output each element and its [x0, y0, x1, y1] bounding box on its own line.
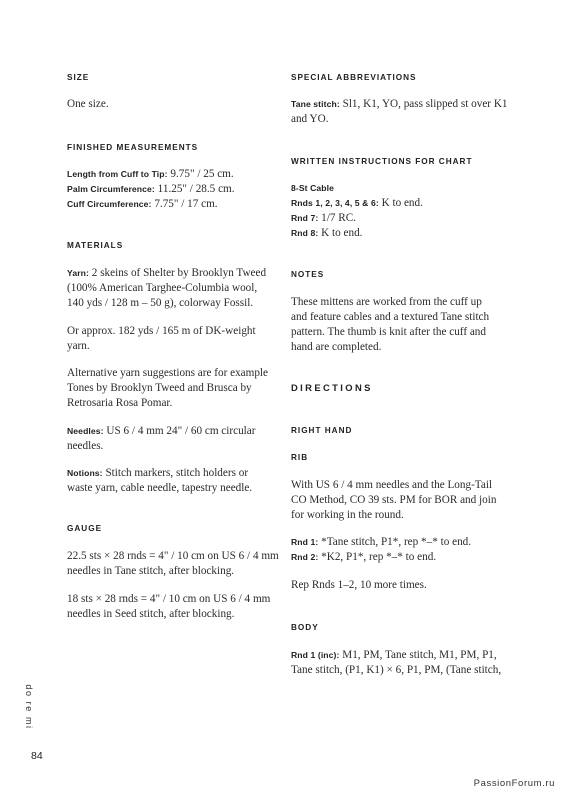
rib-rnd1-label: Rnd 1:: [291, 537, 319, 547]
rnd8-line: [291, 226, 362, 241]
rib-line-1: With US 6 / 4 mm needles and the Long-Tail: [291, 479, 493, 491]
right-hand-heading: RIGHT HAND: [291, 426, 353, 435]
size-heading: SIZE: [67, 73, 90, 82]
yarn-line-3: 140 yds / 128 m – 50 g), colorway Fossil.: [67, 297, 254, 309]
rnd7-line: [291, 211, 356, 226]
palm-label: Palm Circumference:: [67, 184, 155, 194]
notions-text-1: Stitch markers, stitch holders or: [102, 467, 249, 479]
notes-line-1: These mittens are worked from the cuff up: [291, 296, 482, 308]
tane-line-2: and YO.: [291, 113, 329, 125]
rnds-1-6-label: Rnds 1, 2, 3, 4, 5 & 6:: [291, 198, 379, 208]
rnds-1-6-value: K to end.: [378, 197, 423, 209]
yarn-line-2: (100% American Targhee-Columbia wool,: [67, 282, 258, 294]
directions-heading: DIRECTIONS: [291, 382, 373, 393]
alt-weight-line-1: Or approx. 182 yds / 165 m of DK-weight: [67, 325, 256, 337]
side-text: do re mi: [24, 684, 34, 730]
yarn-text-1: 2 skeins of Shelter by Brooklyn Tweed: [89, 267, 267, 279]
alt-yarn-line-3: Retrosaria Rosa Pomar.: [67, 397, 173, 409]
size-text: One size.: [67, 98, 109, 110]
page-number: 84: [31, 750, 43, 762]
cuff-value: 7.75" / 17 cm.: [151, 198, 218, 210]
body-rnd1-label: Rnd 1 (inc):: [291, 650, 340, 660]
rib-line-2: CO Method, CO 39 sts. PM for BOR and join: [291, 494, 497, 506]
needles-line-2: needles.: [67, 440, 104, 452]
length-value: 9.75" / 25 cm.: [167, 168, 234, 180]
body-heading: BODY: [291, 623, 319, 632]
palm-line: [67, 182, 235, 197]
alt-yarn-line-1: Alternative yarn suggestions are for example: [67, 367, 268, 379]
alt-weight-line-2: yarn.: [67, 340, 90, 352]
rib-rnd1-value: *Tane stitch, P1*, rep *–* to end.: [318, 536, 472, 548]
cuff-label: Cuff Circumference:: [67, 199, 152, 209]
watermark: PassionForum.ru: [473, 778, 555, 789]
rnds-1-6-line: [291, 196, 423, 211]
body-rnd1-line-2: Tane stitch, (P1, K1) × 6, P1, PM, (Tane stitch,: [291, 664, 502, 676]
repeat-line: Rep Rnds 1–2, 10 more times.: [291, 579, 427, 591]
notes-heading: NOTES: [291, 270, 325, 279]
materials-heading: MATERIALS: [67, 241, 124, 250]
notes-line-3: pattern. The thumb is knit after the cuff and: [291, 326, 486, 338]
alt-yarn-line-2: Tones by Brooklyn Tweed and Brusca by: [67, 382, 252, 394]
side-running-title: [21, 680, 35, 740]
rnd7-value: 1/7 RC.: [318, 212, 356, 224]
body-rnd1-text-1: M1, PM, Tane stitch, M1, PM, P1,: [339, 649, 497, 661]
special-abbreviations-heading: SPECIAL ABBREVIATIONS: [291, 73, 417, 82]
length-line: [67, 167, 234, 182]
gauge1-line-1: 22.5 sts × 28 rnds = 4" / 10 cm on US 6 / 4 mm: [67, 550, 279, 562]
gauge2-line-2: needles in Seed stitch, after blocking.: [67, 608, 235, 620]
notes-line-2: and feature cables and a textured Tane stitch: [291, 311, 490, 323]
written-instructions-heading: WRITTEN INSTRUCTIONS FOR CHART: [291, 157, 473, 166]
notions-line-2: waste yarn, cable needle, tapestry needle.: [67, 482, 253, 494]
length-label: Length from Cuff to Tip:: [67, 169, 168, 179]
notes-line-4: hand are completed.: [291, 341, 382, 353]
needles-line-1: [67, 424, 255, 439]
tane-text-1: Sl1, K1, YO, pass slipped st over K1: [339, 98, 508, 110]
finished-measurements-heading: FINISHED MEASUREMENTS: [67, 143, 199, 152]
gauge-heading: GAUGE: [67, 524, 103, 533]
rnd8-label: Rnd 8:: [291, 228, 319, 238]
needles-label: Needles:: [67, 426, 104, 436]
gauge1-line-2: needles in Tane stitch, after blocking.: [67, 565, 235, 577]
rnd8-value: K to end.: [318, 227, 363, 239]
yarn-line-1: [67, 266, 266, 281]
rib-line-3: for working in the round.: [291, 509, 404, 521]
cuff-line: [67, 197, 218, 212]
needles-text-1: US 6 / 4 mm 24" / 60 cm circular: [103, 425, 256, 437]
rib-rnd2-value: *K2, P1*, rep *–* to end.: [318, 551, 437, 563]
yarn-label: Yarn:: [67, 268, 89, 278]
cable-label-line: [291, 181, 334, 196]
rib-heading: RIB: [291, 453, 309, 462]
rib-rnd2-line: [291, 550, 436, 565]
cable-label: 8-St Cable: [291, 183, 335, 193]
body-rnd1-line-1: [291, 648, 497, 663]
rib-rnd1-line: [291, 535, 471, 550]
tane-label: Tane stitch:: [291, 99, 340, 109]
notions-line-1: [67, 466, 248, 481]
notions-label: Notions:: [67, 468, 103, 478]
rnd7-label: Rnd 7:: [291, 213, 319, 223]
gauge2-line-1: 18 sts × 28 rnds = 4" / 10 cm on US 6 / 4 mm: [67, 593, 271, 605]
tane-line-1: [291, 97, 508, 112]
palm-value: 11.25" / 28.5 cm.: [154, 183, 235, 195]
rib-rnd2-label: Rnd 2:: [291, 552, 319, 562]
